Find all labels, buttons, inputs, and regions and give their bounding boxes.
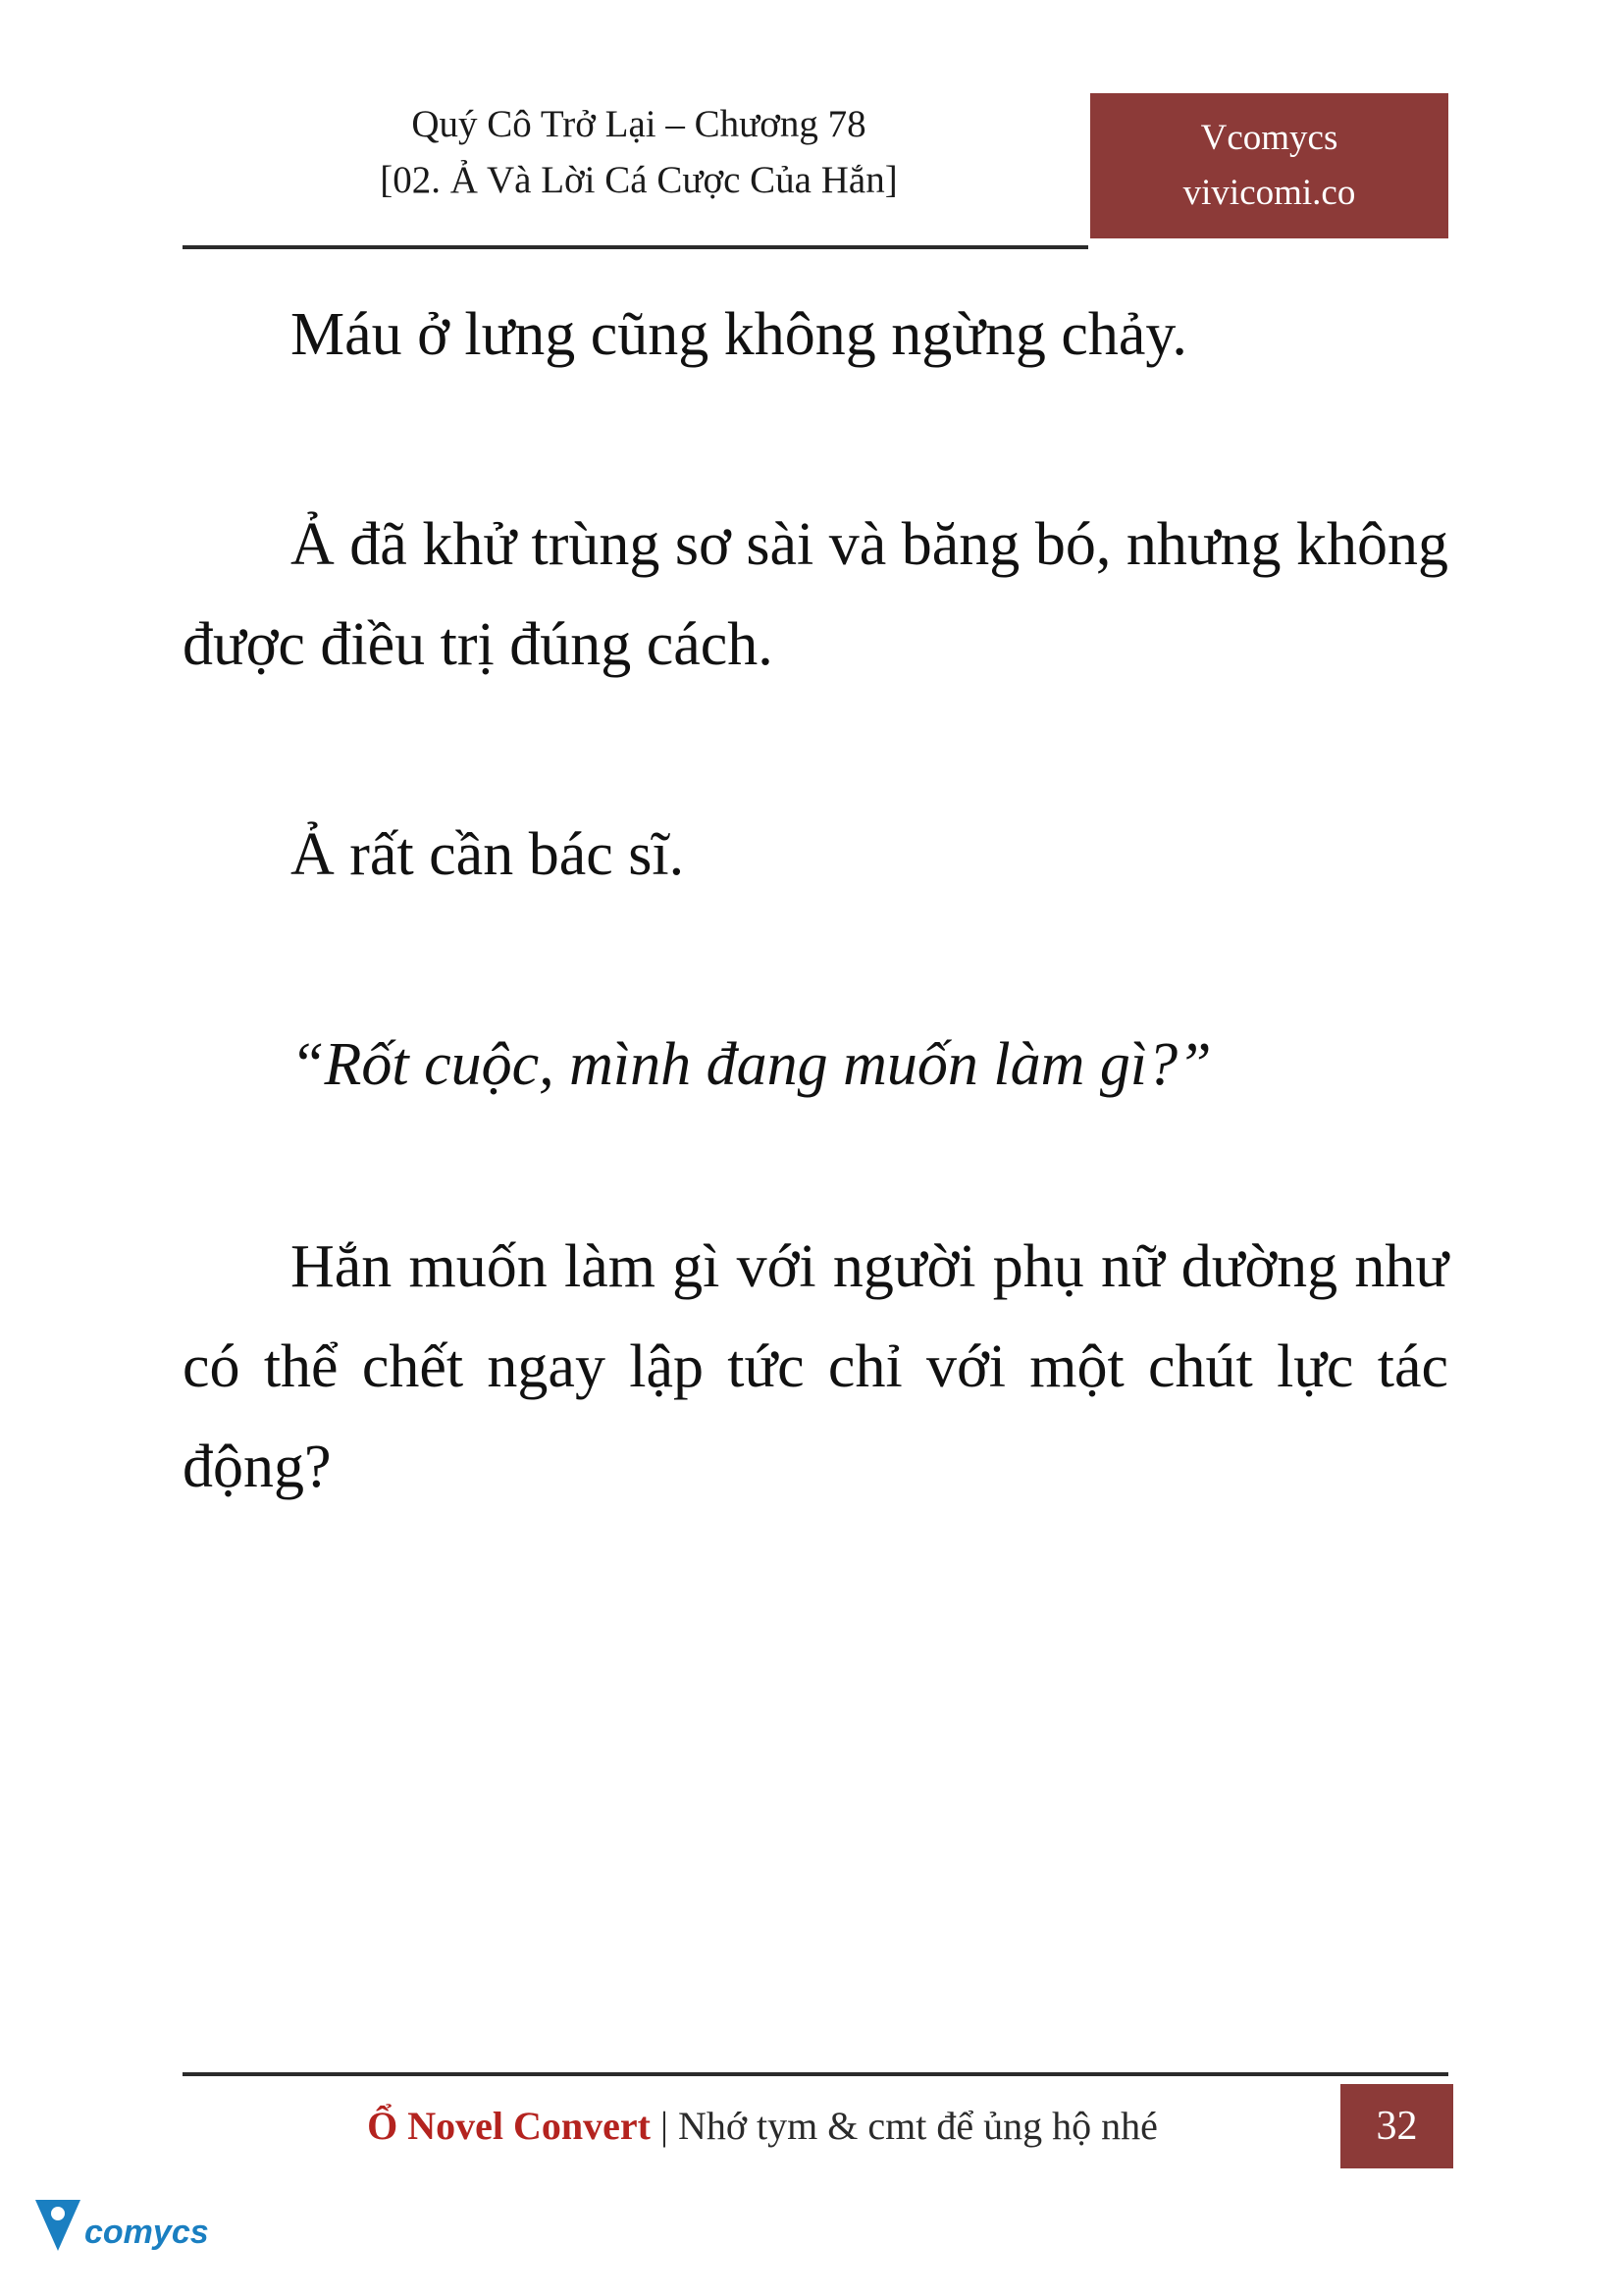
paragraph-1: Máu ở lưng cũng không ngừng chảy. [290, 301, 1187, 368]
header-title-line2: [02. Ả Và Lời Cá Cược Của Hắn] [380, 159, 898, 201]
page-content [183, 285, 1448, 1517]
paragraph-2: Ả đã khử trùng sơ sài và băng bó, nhưng không được điều trị đúng cách. [183, 511, 1448, 678]
paragraph-spacer [183, 1115, 1448, 1217]
site-badge-name: Vcomycs [1200, 118, 1338, 158]
page-number: 32 [1340, 2084, 1453, 2168]
paragraph-3: Ả rất cần bác sĩ. [290, 821, 685, 888]
paragraph-spacer [183, 385, 1448, 495]
header-divider [183, 245, 1088, 249]
header-title [183, 96, 1095, 208]
footer-note: Nhớ tym & cmt để ủng hộ nhé [677, 2104, 1158, 2148]
footer-brand: Ổ Novel Convert [367, 2104, 651, 2148]
vcomycs-logo [33, 2194, 259, 2270]
paragraph-4-quote: “Rốt cuộc, mình đang muốn làm gì?” [290, 1031, 1212, 1098]
footer-credit [183, 2086, 1342, 2166]
header-title-line1: Quý Cô Trở Lại – Chương 78 [411, 103, 866, 145]
paragraph-spacer [183, 905, 1448, 1015]
footer-separator: | [659, 2104, 668, 2148]
svg-text:comycs: comycs [84, 2214, 209, 2251]
page-footer [183, 2086, 1448, 2170]
site-badge [1090, 93, 1448, 238]
footer-divider [183, 2072, 1448, 2076]
paragraph-spacer [183, 695, 1448, 805]
page-header [183, 96, 1448, 243]
paragraph-5: Hắn muốn làm gì với người phụ nữ dường như có thể chết ngay lập tức chỉ với một chút lực tác động? [183, 1233, 1448, 1500]
site-badge-url: vivicomi.co [1182, 173, 1356, 213]
